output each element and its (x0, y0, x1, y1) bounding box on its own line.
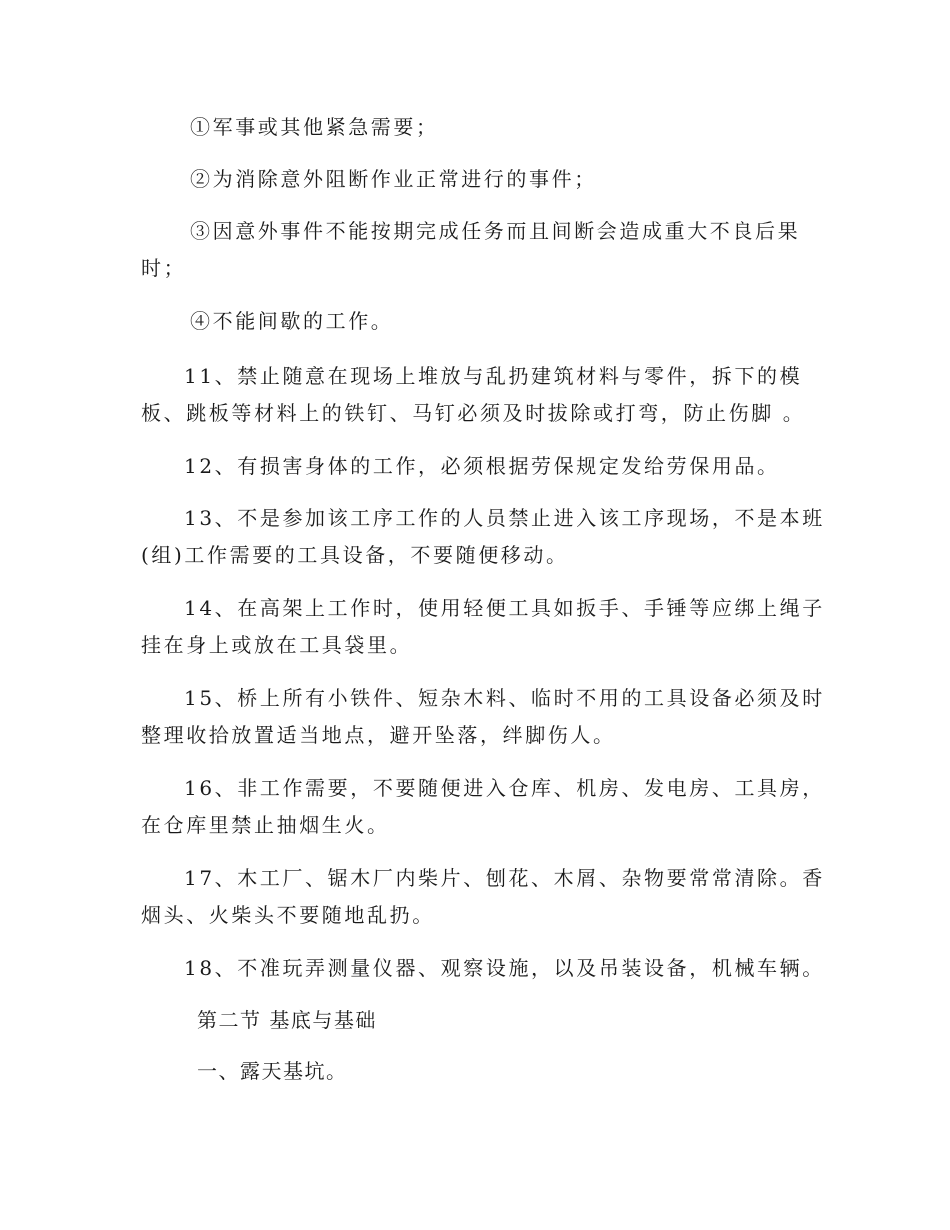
paragraph-14-line-2: 挂在身上或放在工具袋里。 (141, 633, 413, 657)
paragraph-13-line-1: 13、不是参加该工序工作的人员禁止进入该工序现场，不是本班 (184, 506, 825, 530)
paragraph-item-2: ②为消除意外阻断作业正常进行的事件； (190, 167, 597, 191)
paragraph-11-line-2: 板、跳板等材料上的铁钉、马钉必须及时拔除或打弯，防止伤脚 。 (141, 401, 806, 425)
subsection-heading: 一、露天基坑。 (197, 1059, 348, 1083)
paragraph-item-3-line-1: ③因意外事件不能按期完成任务而且间断会造成重大不良后果 (190, 219, 801, 243)
paragraph-13-line-2: (组)工作需要的工具设备，不要随便移动。 (141, 543, 569, 567)
paragraph-17-line-2: 烟头、火柴头不要随地乱扔。 (141, 903, 435, 927)
paragraph-16-line-2: 在仓库里禁止抽烟生火。 (141, 813, 390, 837)
paragraph-12: 12、有损害身体的工作，必须根据劳保规定发给劳保用品。 (184, 454, 780, 478)
section-heading: 第二节 基底与基础 (197, 1008, 377, 1032)
paragraph-item-1: ①军事或其他紧急需要； (190, 115, 439, 139)
paragraph-15-line-2: 整理收拾放置适当地点，避开坠落，绊脚伤人。 (141, 723, 616, 747)
paragraph-14-line-1: 14、在高架上工作时，使用轻便工具如扳手、手锤等应绑上绳子 (184, 596, 825, 620)
paragraph-18: 18、不准玩弄测量仪器、观察设施，以及吊装设备，机械车辆。 (184, 956, 825, 980)
paragraph-15-line-1: 15、桥上所有小铁件、短杂木料、临时不用的工具设备必须及时 (184, 686, 825, 710)
paragraph-item-3-line-2: 时； (141, 256, 187, 280)
paragraph-17-line-1: 17、木工厂、锯木厂内柴片、刨花、木屑、杂物要常常清除。香 (184, 866, 825, 890)
paragraph-item-4: ④不能间歇的工作。 (190, 309, 394, 333)
paragraph-16-line-1: 16、非工作需要，不要随便进入仓库、机房、发电房、工具房， (184, 776, 825, 800)
paragraph-11-line-1: 11、禁止随意在现场上堆放与乱扔建筑材料与零件，拆下的模 (184, 364, 803, 388)
